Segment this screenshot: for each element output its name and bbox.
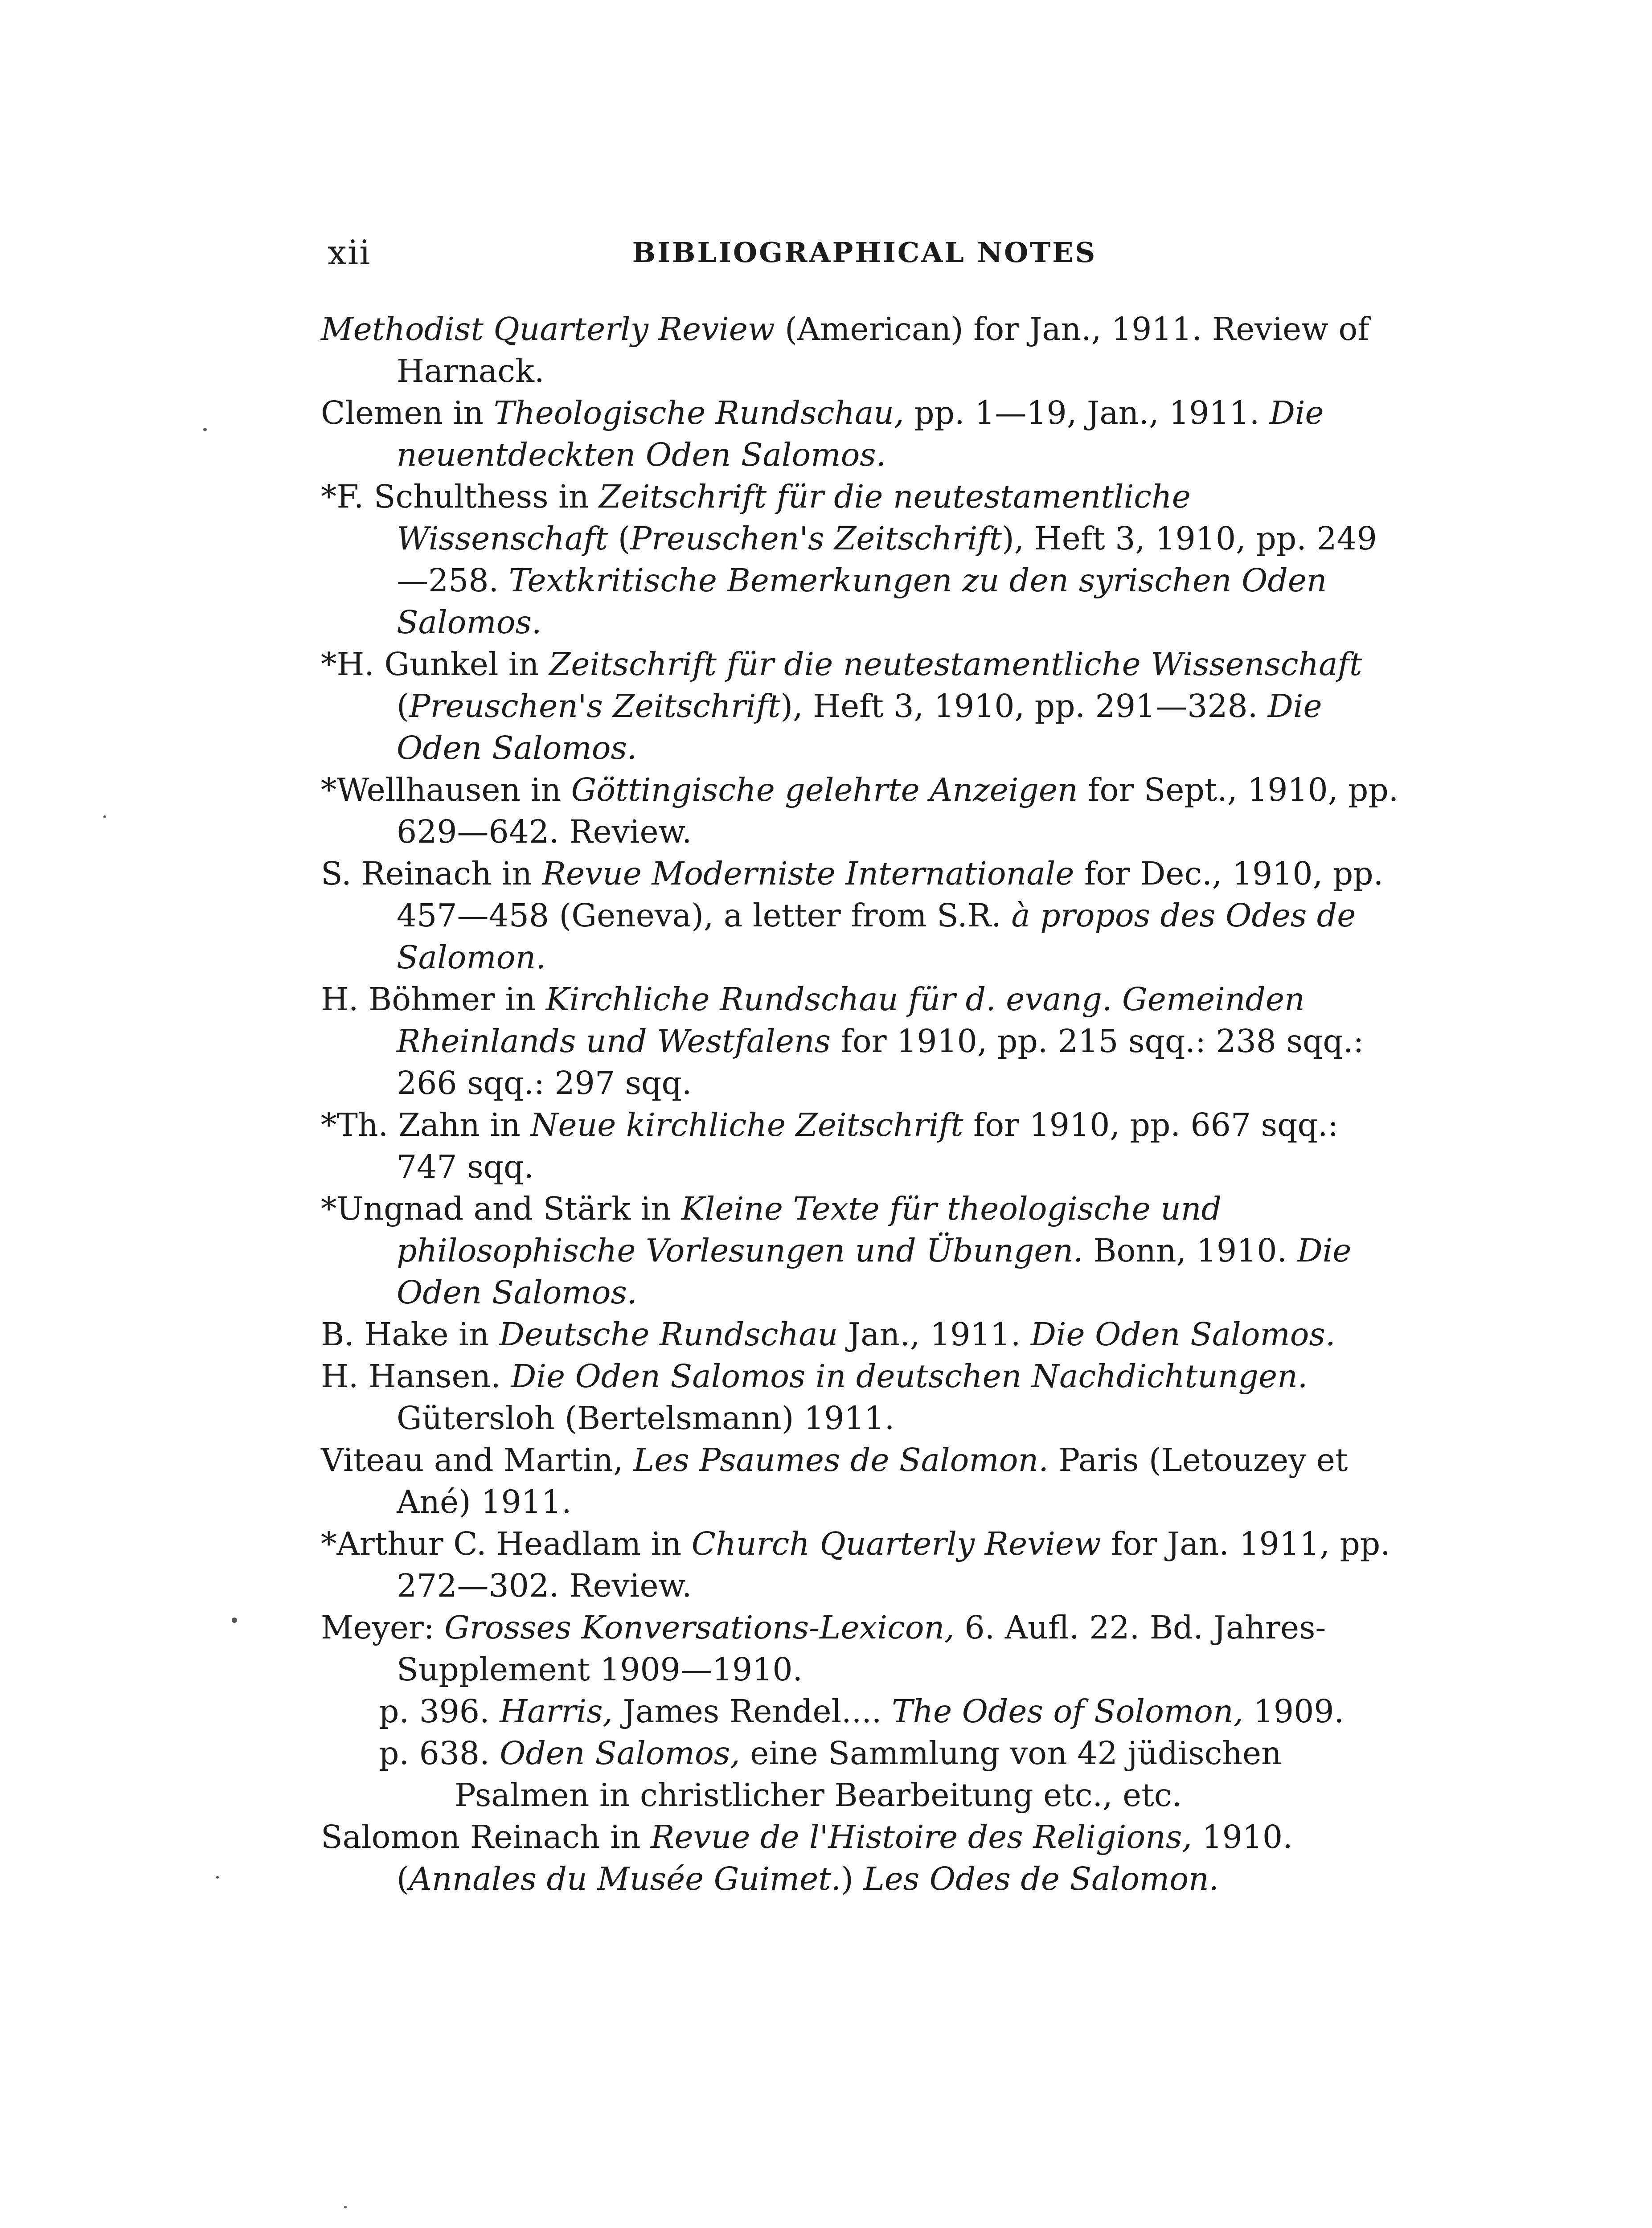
entry-text: *Wellhausen in xyxy=(321,771,571,808)
entry-text: p. 638. xyxy=(379,1735,500,1772)
entry-title-italic: The Odes of Solomon, xyxy=(892,1693,1244,1730)
bibliography-entry xyxy=(321,308,1408,392)
entry-text: for 1910, pp. 667 sqq.: 747 sqq. xyxy=(397,1106,1339,1185)
bibliography-entry xyxy=(321,1607,1408,1691)
entry-title-italic: Oden Salomos, xyxy=(500,1735,740,1772)
scan-speck xyxy=(232,1618,237,1623)
bibliography-entry xyxy=(321,1732,1408,1816)
entry-title-italic: Revue Moderniste Internationale xyxy=(542,855,1074,892)
entry-text: p. 396. xyxy=(379,1693,500,1730)
entry-text: ( xyxy=(608,520,631,557)
entry-title-italic: Zeitschrift für die neutestamentliche Wissenschaft xyxy=(549,646,1362,683)
bibliography-entry xyxy=(321,643,1408,769)
bibliography-entry xyxy=(321,769,1408,853)
bibliography-entry xyxy=(321,1188,1408,1314)
running-title: BIBLIOGRAPHICAL NOTES xyxy=(632,236,1097,269)
page-header xyxy=(321,233,1408,291)
entry-title-italic: Church Quarterly Review xyxy=(691,1525,1101,1562)
entry-text: Gütersloh (Bertelsmann) 1911. xyxy=(397,1400,895,1437)
bibliography-entry xyxy=(321,1816,1408,1900)
entry-text: James Rendel.... xyxy=(613,1693,892,1730)
entry-text: for 1910, pp. 215 sqq.: 238 sqq.: 266 sqq.: 297 sqq. xyxy=(397,1023,1364,1102)
entry-text: ), Heft 3, 1910, pp. 249—258. xyxy=(397,520,1377,599)
bibliography-entry xyxy=(321,1523,1408,1607)
entry-text: Bonn, 1910. xyxy=(1083,1232,1297,1269)
entry-title-italic: Neue kirchliche Zeitschrift xyxy=(530,1106,963,1143)
scan-speck xyxy=(103,815,106,818)
entry-text: H. Böhmer in xyxy=(321,981,546,1018)
entry-text: Viteau and Martin, xyxy=(321,1442,634,1479)
entry-title-italic: Göttingische gelehrte Anzeigen xyxy=(571,771,1078,808)
entry-title-italic: Die Oden Salomos. xyxy=(397,688,1322,766)
entry-title-italic: Deutsche Rundschau xyxy=(499,1316,838,1353)
bibliography-entry xyxy=(321,1691,1408,1732)
entry-title-italic: Theologische Rundschau, xyxy=(493,394,904,431)
entry-text: 1909. xyxy=(1243,1693,1345,1730)
entry-title-italic: Annales du Musée Guimet. xyxy=(409,1860,841,1897)
entry-text: for Sept., 1910, pp. 629—642. Review. xyxy=(397,771,1399,850)
entry-title-italic: Zeitschrift für die neutestamentliche Wissenschaft xyxy=(397,478,1191,557)
bibliography-entry xyxy=(321,1314,1408,1356)
entry-title-italic: Preuschen's Zeitschrift xyxy=(630,520,1002,557)
entry-text: pp. 1—19, Jan., 1911. xyxy=(904,394,1270,431)
bibliography-entry xyxy=(321,1104,1408,1188)
entry-text: *H. Gunkel in xyxy=(321,646,549,683)
bibliography-entry xyxy=(321,979,1408,1104)
entry-text: *Ungnad and Stärk in xyxy=(321,1190,681,1227)
entry-text: *Arthur C. Headlam in xyxy=(321,1525,692,1562)
entry-text: Clemen in xyxy=(321,394,494,431)
entry-text: Meyer: xyxy=(321,1609,445,1646)
scan-speck xyxy=(203,428,207,431)
entry-title-italic: Methodist Quarterly Review xyxy=(321,311,775,348)
entry-title-italic: Textkritische Bemerkungen zu den syrischen Oden Salomos. xyxy=(397,562,1327,641)
entry-title-italic: Die Oden Salomos. xyxy=(397,1232,1352,1311)
entry-title-italic: Les Psaumes de Salomon. xyxy=(633,1442,1049,1479)
entry-title-italic: Les Odes de Salomon. xyxy=(863,1860,1219,1897)
entry-title-italic: Die Oden Salomos. xyxy=(1030,1316,1336,1353)
entry-text: for Dec., 1910, pp. 457—458 (Geneva), a letter from S.R. xyxy=(397,855,1384,934)
bibliography-entry xyxy=(321,853,1408,979)
entry-text: S. Reinach in xyxy=(321,855,542,892)
page-number: xii xyxy=(328,233,371,272)
entry-title-italic: Kleine Texte für theologische und philosophische Vorlesungen und Übungen. xyxy=(397,1190,1222,1269)
entry-text: 1910. ( xyxy=(397,1818,1293,1897)
entry-text: 6. Aufl. 22. Bd. Jahres-Supplement 1909—1910. xyxy=(397,1609,1326,1688)
entry-title-italic: Harris, xyxy=(500,1693,613,1730)
scan-speck xyxy=(216,1876,219,1879)
entry-text: Paris (Letouzey et Ané) 1911. xyxy=(397,1442,1348,1520)
entry-title-italic: Die neuentdeckten Oden Salomos. xyxy=(397,394,1324,473)
entry-title-italic: Kirchliche Rundschau für d. evang. Gemeinden Rheinlands und Westfalens xyxy=(397,981,1305,1060)
bibliography-entry xyxy=(321,476,1408,643)
scan-speck xyxy=(344,2206,347,2208)
bibliography-list xyxy=(321,308,1408,1900)
entry-title-italic: à propos des Odes de Salomon. xyxy=(397,897,1356,976)
bibliography-entry xyxy=(321,1356,1408,1439)
entry-text: Jan., 1911. xyxy=(838,1316,1031,1353)
entry-text: (American) for Jan., 1911. Review of Harnack. xyxy=(397,311,1369,389)
entry-title-italic: Revue de l'Histoire des Religions, xyxy=(651,1818,1192,1855)
entry-text: B. Hake in xyxy=(321,1316,500,1353)
entry-text: *F. Schulthess in xyxy=(321,478,599,515)
bibliography-entry xyxy=(321,1439,1408,1523)
entry-text: eine Sammlung von 42 jüdischen Psalmen in christlicher Bearbeitung etc., etc. xyxy=(455,1735,1282,1814)
bibliography-entry xyxy=(321,392,1408,476)
entry-text: Salomon Reinach in xyxy=(321,1818,651,1855)
entry-text: for Jan. 1911, pp. 272—302. Review. xyxy=(397,1525,1390,1604)
entry-title-italic: Grosses Konversations-Lexicon, xyxy=(444,1609,955,1646)
entry-title-italic: Die Oden Salomos in deutschen Nachdichtungen. xyxy=(511,1358,1308,1395)
entry-title-italic: Preuschen's Zeitschrift xyxy=(409,688,781,725)
entry-text: *Th. Zahn in xyxy=(321,1106,531,1143)
entry-text: ), Heft 3, 1910, pp. 291—328. xyxy=(780,688,1268,725)
entry-text: ) xyxy=(841,1860,864,1897)
entry-text: ( xyxy=(397,688,409,725)
entry-text: H. Hansen. xyxy=(321,1358,511,1395)
